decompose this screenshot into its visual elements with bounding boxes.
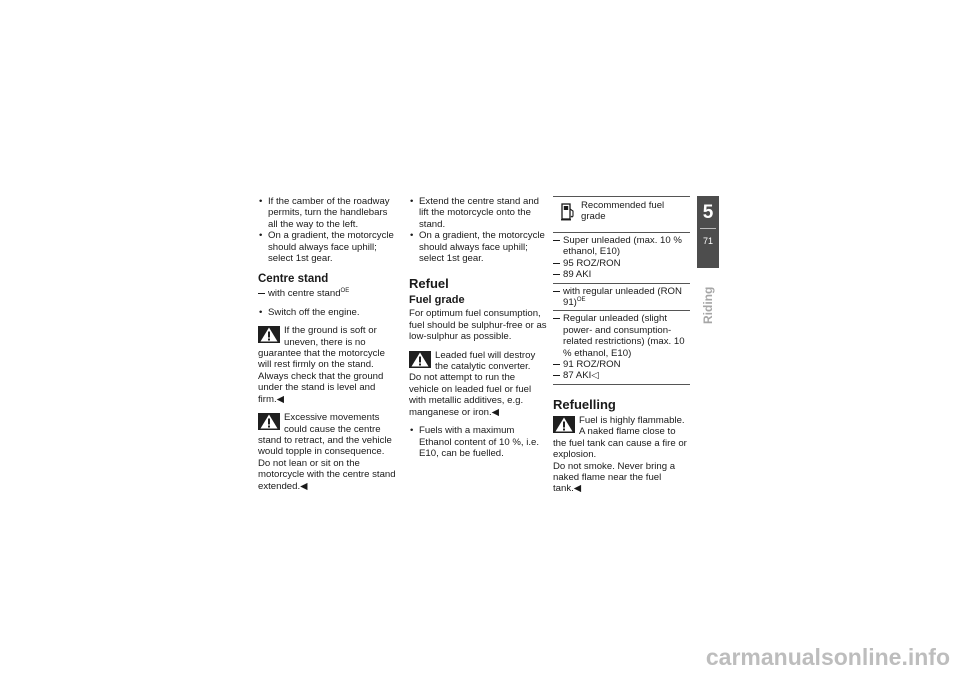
bullet-ethanol: • Fuels with a maximum Ethanol content of 10 %, i.e. E10, can be fuelled. — [409, 425, 547, 459]
chapter-number: 5 — [702, 202, 714, 223]
fuel-grade-intro: For optimum fuel consumption, fuel should be sulphur-free or as low-sulphur as possible. — [409, 308, 547, 343]
chapter-tab — [697, 196, 719, 268]
refuelling-heading: Refuelling — [553, 396, 616, 412]
fuel-grade-heading: Fuel grade — [409, 294, 465, 307]
fuel-spec-header — [553, 197, 690, 232]
centre-stand-heading: Centre stand — [258, 273, 329, 286]
warning-triangle-icon — [409, 351, 431, 368]
warning-triangle-icon — [258, 413, 280, 430]
chapter-divider — [700, 228, 716, 229]
oe-marker: OE — [340, 288, 350, 295]
fuel-group-regular-option: with regular unleaded (RON 91)$^{OE}$ — [553, 283, 690, 311]
column-2 — [409, 196, 547, 459]
fuel-group-super: Super unleaded (max. 10 % ethanol, E10) 95 ROZ/RON 89 AKI — [553, 232, 690, 283]
column-3 — [553, 196, 690, 495]
bullet-extend-stand: • Extend the centre stand and lift the motorcycle onto the stand. — [409, 196, 547, 230]
page-number: 71 — [702, 236, 713, 246]
fuel-group-regular: Regular unleaded (slight power- and consumption-related restrictions) (max. 10 % ethanol, E10) 91 ROZ/RON 87 AKI◁ — [553, 310, 690, 383]
centre-stand-option: with centre stand$^{OE}$ — [258, 288, 398, 299]
fuel-spec-box — [553, 196, 690, 385]
bullet-switch-off: • Switch off the engine. — [258, 307, 398, 318]
oe-marker: OE — [576, 297, 586, 304]
warning-leaded-fuel: Leaded fuel will destroy the catalytic converter. Do not attempt to run the vehicle on leaded fuel or fuel with metallic additives, e.g. manganese or iron.◀ — [409, 349, 536, 418]
fuel-spec-title: Recommended fuel grade — [581, 200, 665, 223]
warning-triangle-icon — [553, 416, 575, 433]
warning-soft-ground: If the ground is soft or uneven, there is no guarantee that the motorcycle will rest firmly on the stand. Always check that the ground under the stand is level and firm.◀ — [258, 325, 385, 405]
fuel-pump-icon — [561, 203, 575, 221]
warning-flammable: Fuel is highly flammable. A naked flame close to the fuel tank can cause a fire or explosion. Do not smoke. Never bring a naked flame near the fuel tank.◀ — [553, 414, 687, 495]
refuel-heading: Refuel — [409, 276, 449, 292]
watermark: carmanualsonline.info — [705, 644, 950, 670]
warning-excessive-movements: Excessive movements could cause the centre stand to retract, and the vehicle would topple in consequence. Do not lean or sit on the motorcycle with the centre stand extended.◀ — [258, 412, 396, 492]
bullet-gradient-2: • On a gradient, the motorcycle should always face uphill; select 1st gear. — [409, 230, 547, 264]
chapter-name: Riding — [701, 286, 715, 324]
bullet-gradient: • On a gradient, the motorcycle should always face uphill; select 1st gear. — [258, 230, 398, 264]
column-1 — [258, 196, 398, 492]
warning-triangle-icon — [258, 326, 280, 343]
bullet-camber: • If the camber of the roadway permits, turn the handlebars all the way to the left. — [258, 196, 398, 230]
